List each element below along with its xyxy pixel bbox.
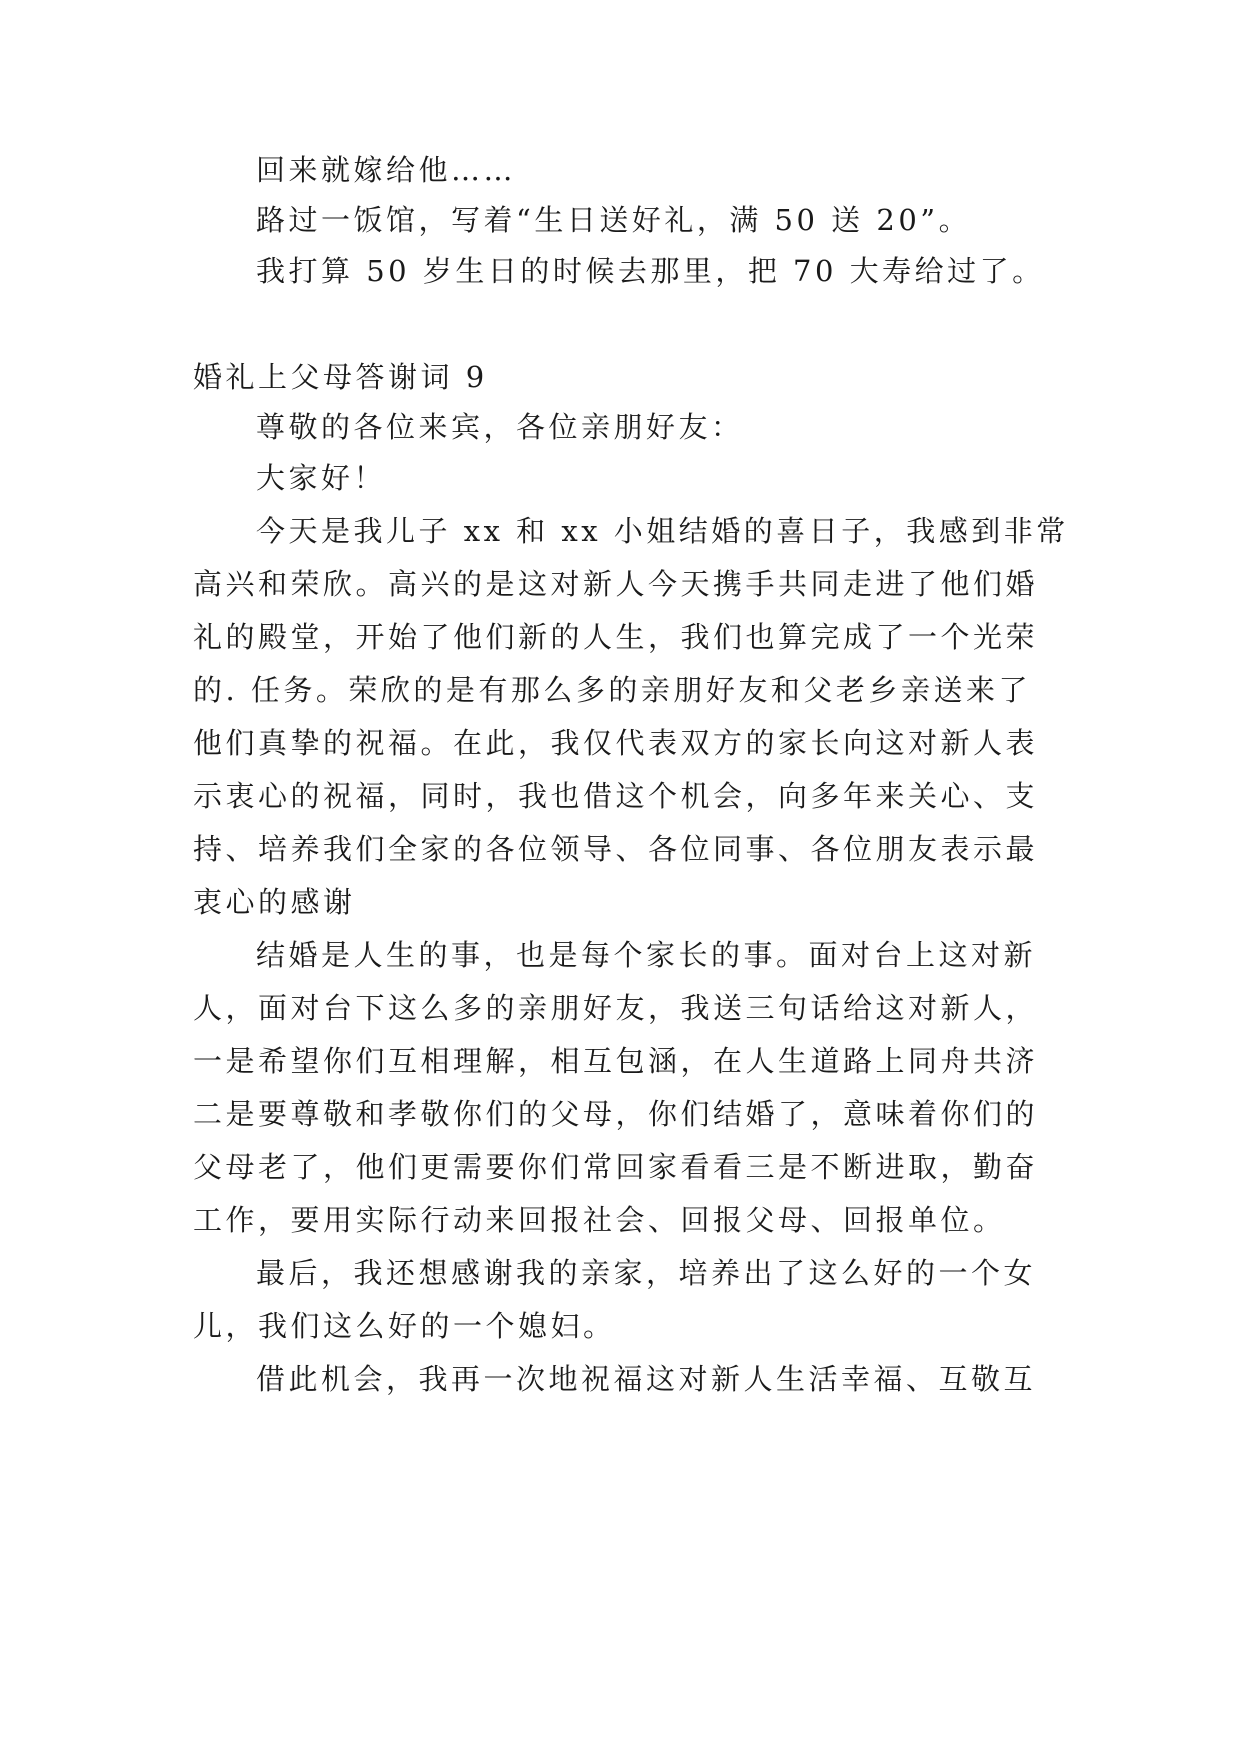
paragraph-1-line: 他们真挚的祝福。在此，我仅代表双方的家长向这对新人表 bbox=[193, 726, 1039, 760]
paragraph-1-line: 高兴和荣欣。高兴的是这对新人今天携手共同走进了他们婚 bbox=[193, 567, 1039, 601]
paragraph-2-line: 结婚是人生的事，也是每个家长的事。面对台上这对新 bbox=[256, 938, 1037, 972]
intro-line-1: 回来就嫁给他…… bbox=[256, 153, 517, 187]
greeting: 大家好！ bbox=[256, 461, 387, 495]
salutation: 尊敬的各位来宾，各位亲朋好友： bbox=[256, 410, 744, 444]
intro-line-2: 路过一饭馆，写着“生日送好礼，满 50 送 20”。 bbox=[256, 203, 972, 237]
paragraph-3-line: 最后，我还想感谢我的亲家，培养出了这么好的一个女 bbox=[256, 1256, 1037, 1290]
paragraph-1-line: 衷心的感谢 bbox=[193, 885, 356, 919]
paragraph-2-line: 工作，要用实际行动来回报社会、回报父母、回报单位。 bbox=[193, 1203, 1006, 1237]
paragraph-1-line: 示衷心的祝福，同时，我也借这个机会，向多年来关心、支 bbox=[193, 779, 1039, 813]
paragraph-4-line: 借此机会，我再一次地祝福这对新人生活幸福、互敬互 bbox=[256, 1362, 1037, 1396]
paragraph-1-line: 今天是我儿子 xx 和 xx 小姐结婚的喜日子，我感到非常 bbox=[256, 514, 1069, 548]
section-title: 婚礼上父母答谢词 9 bbox=[193, 360, 488, 394]
paragraph-1-line: 的. 任务。荣欣的是有那么多的亲朋好友和父老乡亲送来了 bbox=[193, 673, 1031, 707]
paragraph-2-line: 人，面对台下这么多的亲朋好友，我送三句话给这对新人， bbox=[193, 991, 1039, 1025]
paragraph-2-line: 一是希望你们互相理解，相互包涵，在人生道路上同舟共济 bbox=[193, 1044, 1039, 1078]
intro-line-3: 我打算 50 岁生日的时候去那里，把 70 大寿给过了。 bbox=[256, 254, 1045, 288]
paragraph-2-line: 二是要尊敬和孝敬你们的父母，你们结婚了，意味着你们的 bbox=[193, 1097, 1039, 1131]
paragraph-1-line: 持、培养我们全家的各位领导、各位同事、各位朋友表示最 bbox=[193, 832, 1039, 866]
paragraph-1-line: 礼的殿堂，开始了他们新的人生，我们也算完成了一个光荣 bbox=[193, 620, 1039, 654]
paragraph-2-line: 父母老了，他们更需要你们常回家看看三是不断进取，勤奋 bbox=[193, 1150, 1039, 1184]
paragraph-3-line: 儿，我们这么好的一个媳妇。 bbox=[193, 1309, 616, 1343]
